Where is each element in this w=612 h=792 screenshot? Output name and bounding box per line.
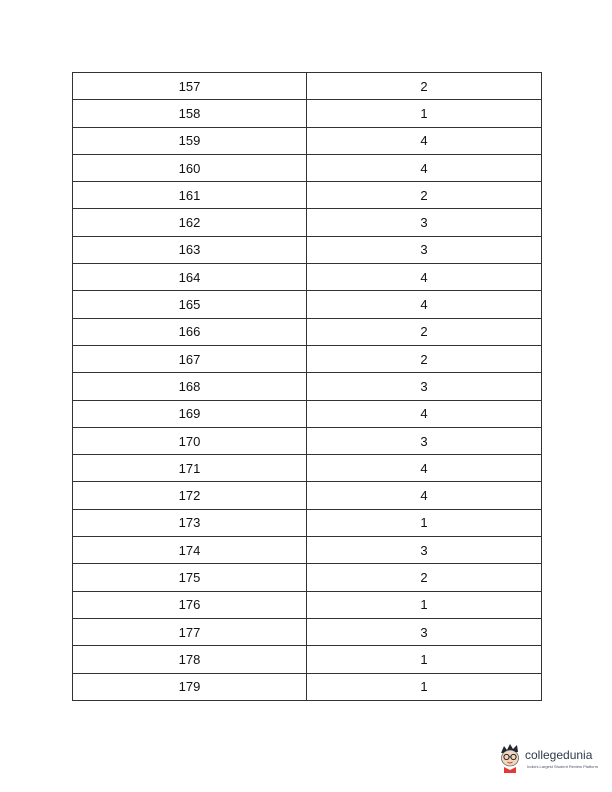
- question-number-cell: 179: [73, 673, 307, 700]
- answer-option-cell: 3: [307, 209, 542, 236]
- answer-option-cell: 1: [307, 100, 542, 127]
- table-row: [73, 673, 542, 700]
- answer-option-cell: 3: [307, 373, 542, 400]
- answer-option-cell: 3: [307, 618, 542, 645]
- collegedunia-logo: [497, 743, 603, 775]
- answer-option-cell: 1: [307, 591, 542, 618]
- question-number-cell: 166: [73, 318, 307, 345]
- table-row: [73, 618, 542, 645]
- brand-name: collegedunia: [525, 748, 593, 762]
- question-number-cell: 160: [73, 154, 307, 181]
- table-row: [73, 209, 542, 236]
- question-number-cell: 177: [73, 618, 307, 645]
- answer-key-table: [72, 72, 542, 701]
- question-number-cell: 175: [73, 564, 307, 591]
- answer-option-cell: 1: [307, 673, 542, 700]
- answer-option-cell: 4: [307, 264, 542, 291]
- answer-option-cell: 3: [307, 537, 542, 564]
- answer-key-body: [73, 73, 542, 701]
- answer-option-cell: 2: [307, 318, 542, 345]
- question-number-cell: 161: [73, 182, 307, 209]
- answer-option-cell: 4: [307, 154, 542, 181]
- table-row: [73, 564, 542, 591]
- answer-option-cell: 4: [307, 400, 542, 427]
- table-row: [73, 427, 542, 454]
- answer-option-cell: 3: [307, 236, 542, 263]
- table-row: [73, 509, 542, 536]
- question-number-cell: 174: [73, 537, 307, 564]
- table-row: [73, 291, 542, 318]
- question-number-cell: 176: [73, 591, 307, 618]
- question-number-cell: 157: [73, 73, 307, 100]
- question-number-cell: 159: [73, 127, 307, 154]
- answer-option-cell: 4: [307, 455, 542, 482]
- answer-option-cell: 2: [307, 182, 542, 209]
- question-number-cell: 164: [73, 264, 307, 291]
- table-row: [73, 345, 542, 372]
- question-number-cell: 171: [73, 455, 307, 482]
- table-row: [73, 482, 542, 509]
- answer-option-cell: 1: [307, 646, 542, 673]
- table-row: [73, 400, 542, 427]
- question-number-cell: 172: [73, 482, 307, 509]
- table-row: [73, 455, 542, 482]
- question-number-cell: 162: [73, 209, 307, 236]
- question-number-cell: 178: [73, 646, 307, 673]
- answer-option-cell: 2: [307, 564, 542, 591]
- answer-option-cell: 3: [307, 427, 542, 454]
- table-row: [73, 264, 542, 291]
- question-number-cell: 168: [73, 373, 307, 400]
- answer-option-cell: 1: [307, 509, 542, 536]
- table-row: [73, 537, 542, 564]
- question-number-cell: 169: [73, 400, 307, 427]
- table-row: [73, 73, 542, 100]
- table-row: [73, 100, 542, 127]
- answer-option-cell: 2: [307, 73, 542, 100]
- question-number-cell: 167: [73, 345, 307, 372]
- question-number-cell: 165: [73, 291, 307, 318]
- answer-option-cell: 4: [307, 127, 542, 154]
- table-row: [73, 318, 542, 345]
- answer-option-cell: 4: [307, 291, 542, 318]
- brand-tagline: India's Largest Student Review Platform: [527, 764, 599, 769]
- answer-option-cell: 2: [307, 345, 542, 372]
- table-row: [73, 373, 542, 400]
- table-row: [73, 154, 542, 181]
- table-row: [73, 182, 542, 209]
- question-number-cell: 158: [73, 100, 307, 127]
- question-number-cell: 173: [73, 509, 307, 536]
- question-number-cell: 163: [73, 236, 307, 263]
- table-row: [73, 127, 542, 154]
- answer-option-cell: 4: [307, 482, 542, 509]
- student-mascot-icon: [497, 743, 523, 773]
- table-row: [73, 236, 542, 263]
- table-row: [73, 591, 542, 618]
- question-number-cell: 170: [73, 427, 307, 454]
- table-row: [73, 646, 542, 673]
